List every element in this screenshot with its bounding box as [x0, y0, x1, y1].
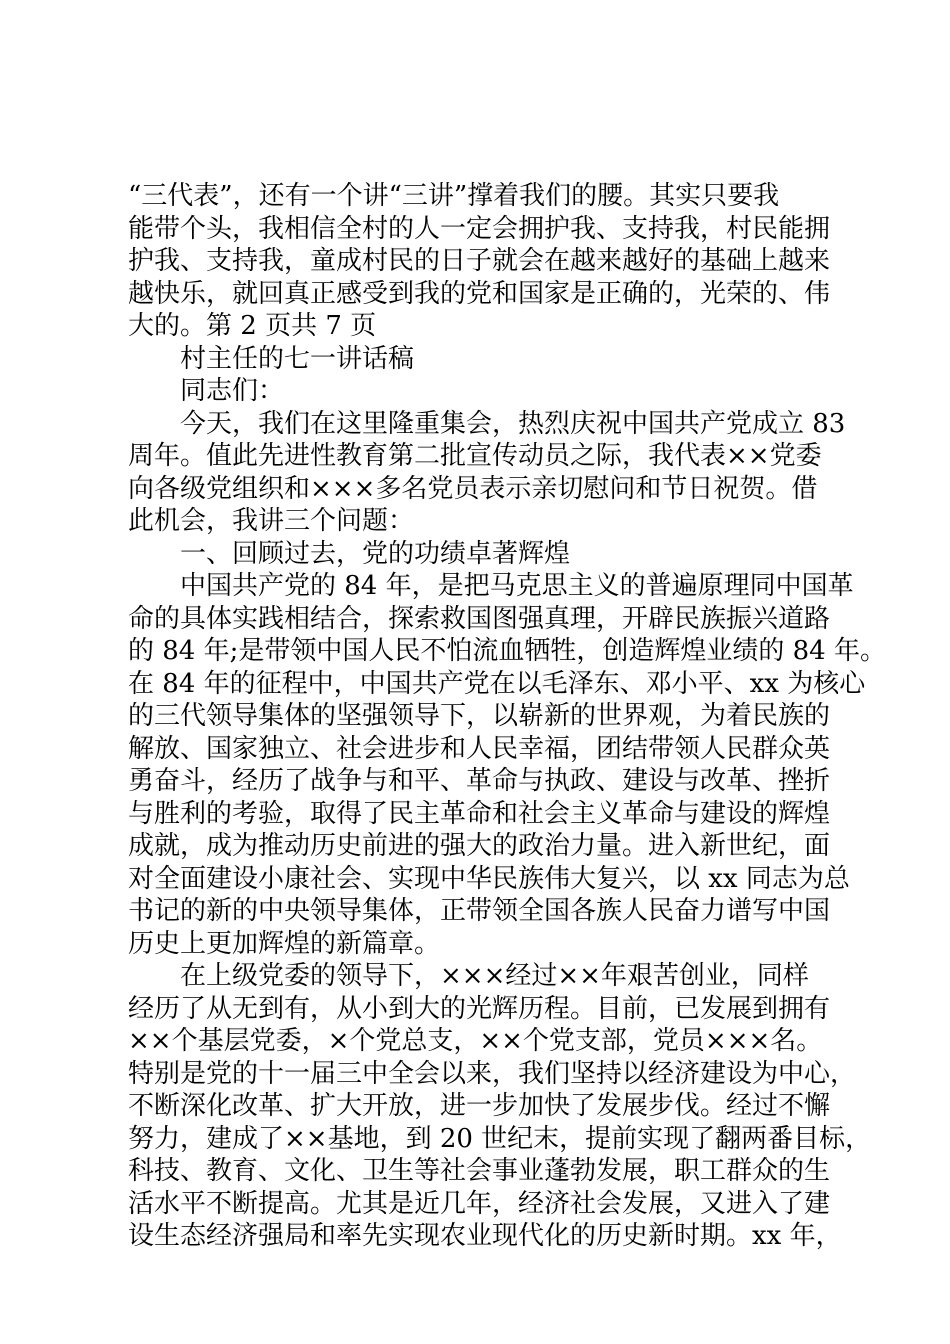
text-line: “三代表”，还有一个讲“三讲”撑着我们的腰。其实只要我	[128, 181, 780, 211]
document-body	[128, 180, 886, 1253]
text-line: 勇奋斗，经历了战争与和平、革命与执政、建设与改革、挫折	[128, 766, 831, 796]
text-line: 不断深化改革、扩大开放，进一步加快了发展步伐。经过不懈	[128, 1091, 831, 1121]
text-line: 科技、教育、文化、卫生等社会事业蓬勃发展，职工群众的生	[128, 1156, 831, 1186]
text-line: 解放、国家独立、社会进步和人民幸福，团结带领人民群众英	[128, 733, 831, 764]
text-line: 今天，我们在这里隆重集会，热烈庆祝中国共产党成立 83	[180, 408, 846, 439]
text-line: 对全面建设小康社会、实现中华民族伟大复兴，以 xx 同志为总	[128, 863, 850, 894]
text-line: 能带个头，我相信全村的人一定会拥护我、支持我，村民能拥	[128, 213, 831, 244]
section-heading: 一、回顾过去，党的功绩卓著辉煌	[180, 538, 571, 569]
text-line: 的三代领导集体的坚强领导下，以崭新的世界观，为着民族的	[128, 701, 831, 731]
text-line: 经历了从无到有，从小到大的光辉历程。目前，已发展到拥有	[128, 993, 831, 1024]
text-line: 越快乐，就回真正感受到我的党和国家是正确的，光荣的、伟	[128, 278, 831, 309]
text-line: 书记的新的中央领导集体，正带领全国各族人民奋力谱写中国	[128, 896, 831, 926]
document-title: 村主任的七一讲话稿	[180, 343, 415, 374]
text-line: 的 84 年;是带领中国人民不怕流血牺牲，创造辉煌业绩的 84 年。	[128, 636, 886, 666]
text-line: 活水平不断提高。尤其是近几年，经济社会发展，又进入了建	[128, 1188, 831, 1219]
text-line: 向各级党组织和×××多名党员表示亲切慰问和节日祝贺。借	[128, 473, 818, 504]
text-line: 在上级党委的领导下，×××经过××年艰苦创业，同样	[180, 961, 809, 991]
text-line: 与胜利的考验，取得了民主革命和社会主义革命与建设的辉煌	[128, 798, 831, 829]
text-line: 周年。值此先进性教育第二批宣传动员之际，我代表××党委	[128, 441, 822, 471]
text-line: ××个基层党委，×个党总支，××个党支部，党员×××名。	[128, 1026, 823, 1056]
text-line: 特别是党的十一届三中全会以来，我们坚持以经济建设为中心，	[128, 1058, 857, 1089]
text-line: 护我、支持我，童成村民的日子就会在越来越好的基础上越来	[128, 246, 831, 276]
text-line: 设生态经济强局和率先实现农业现代化的历史新时期。xx 年，	[128, 1221, 842, 1251]
text-line: 历史上更加辉煌的新篇章。	[128, 928, 441, 959]
page-footer-text: 大的。第 2 页共 7 页	[128, 311, 377, 341]
text-line: 命的具体实践相结合，探索救国图强真理，开辟民族振兴道路	[128, 603, 831, 634]
text-line: 在 84 年的征程中，中国共产党在以毛泽东、邓小平、xx 为核心	[128, 668, 866, 699]
text-line: 努力，建成了××基地，到 20 世纪末，提前实现了翻两番目标，	[128, 1123, 872, 1154]
text-line: 成就，成为推动历史前进的强大的政治力量。进入新世纪，面	[128, 831, 831, 861]
text-line: 中国共产党的 84 年，是把马克思主义的普遍原理同中国革	[180, 571, 854, 601]
salutation: 同志们：	[180, 376, 285, 406]
text-line: 此机会，我讲三个问题：	[128, 506, 415, 536]
